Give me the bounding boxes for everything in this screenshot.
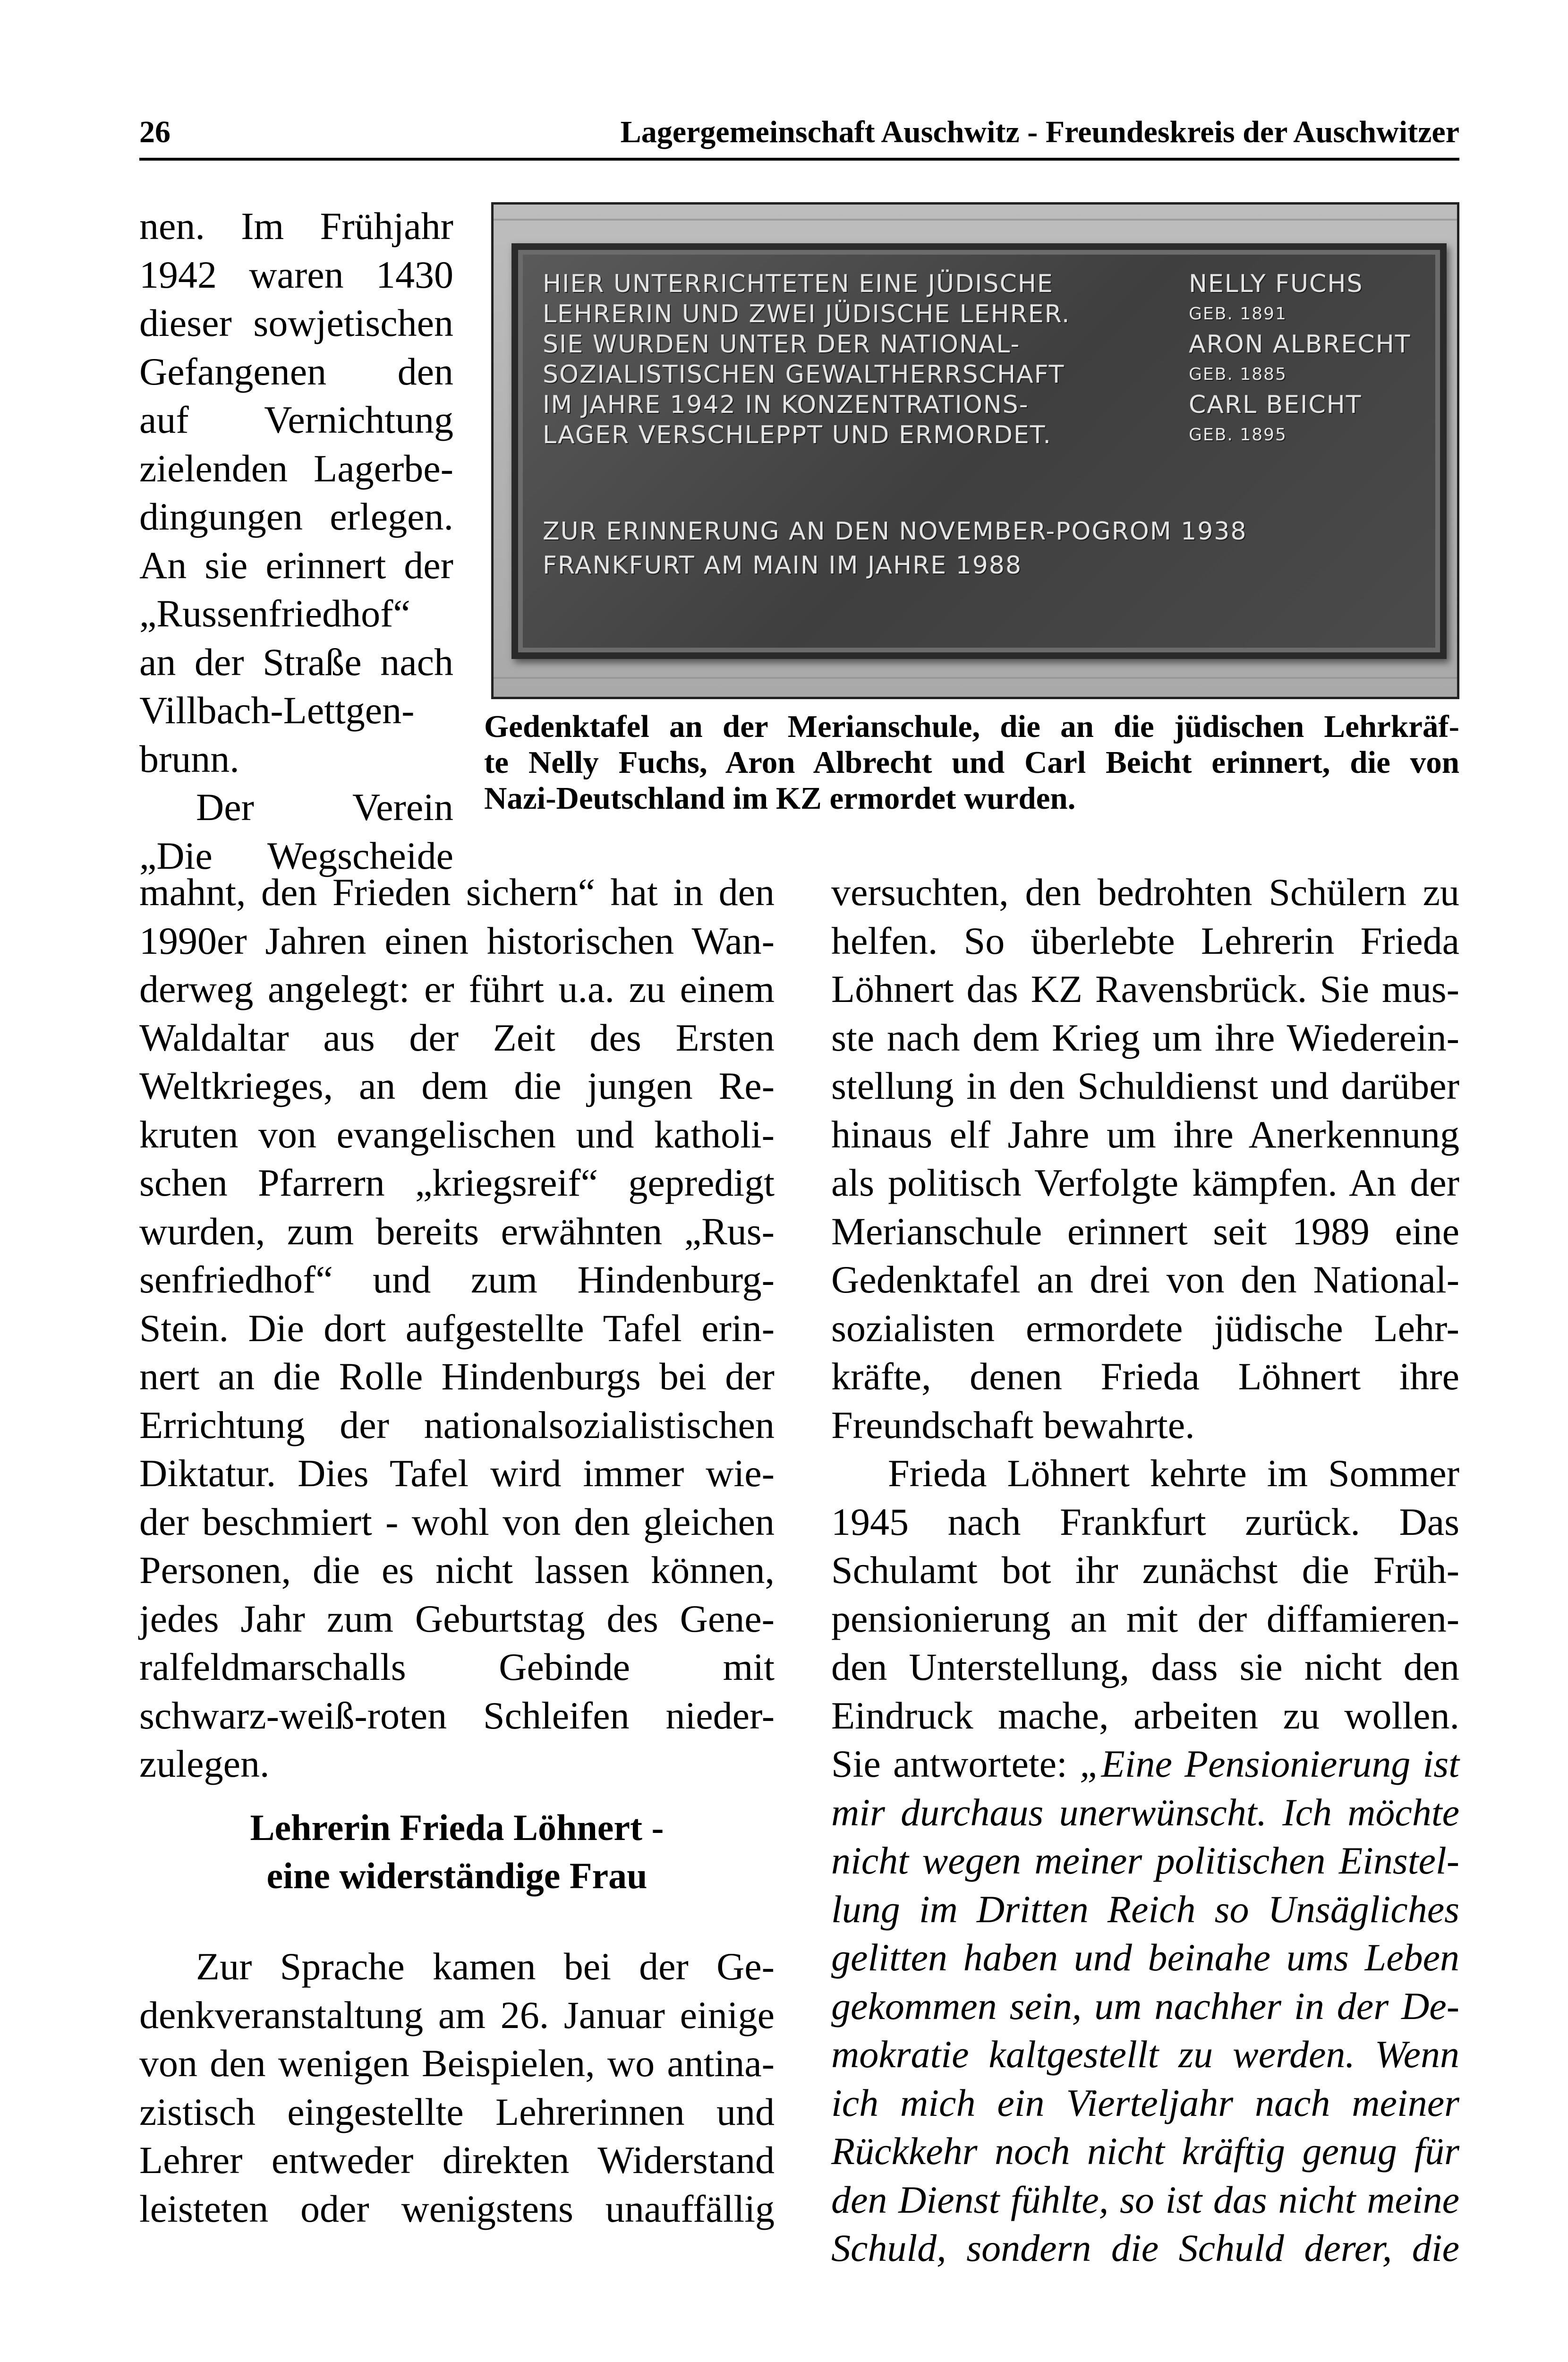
text-line: Gedenktafel an drei von den National- (831, 1258, 1459, 1301)
text-line: Weltkrieges, an dem die jungen Re- (139, 1064, 775, 1107)
header-rule (139, 158, 1459, 161)
plaque-line: LEHRERIN UND ZWEI JÜDISCHE LEHRER. (543, 300, 1071, 328)
caption-line: Gedenktafel an der Merianschule, die an die jüdischen Lehrkräf- (484, 709, 1459, 744)
quote-line: Schuld, sondern die Schuld derer, die (831, 2226, 1459, 2269)
text-line: an der Straße nach (139, 640, 453, 684)
text-line: der beschmiert - wohl von den gleichen (139, 1500, 775, 1543)
running-head (139, 109, 1459, 156)
text-line: Waldaltar aus der Zeit des Ersten (139, 1016, 775, 1059)
text-line: Freundschaft bewahrte. (831, 1403, 1195, 1446)
text-line: „Russenfriedhof“ (139, 592, 410, 635)
text-line: Diktatur. Dies Tafel wird immer wie- (139, 1452, 775, 1495)
text-line: Personen, die es nicht lassen können, (139, 1549, 775, 1592)
journal-title: Lagergemeinschaft Auschwitz - Freundeskreis der Auschwitzer (620, 115, 1459, 149)
quote-line: den Dienst fühlte, so ist das nicht meine (831, 2178, 1459, 2221)
plaque-line: FRANKFURT AM MAIN IM JAHRE 1988 (543, 551, 1022, 580)
text-line: Lehrer entweder direkten Widerstand (139, 2139, 775, 2182)
text-line: mahnt, den Frieden sichern“ hat in den (139, 871, 775, 914)
text-line: Löhnert das KZ Ravensbrück. Sie mus- (831, 967, 1459, 1010)
quote-line: mir durchaus unerwünscht. Ich möchte (831, 1790, 1459, 1834)
text-line: Schulamt bot ihr zunächst die Früh- (831, 1549, 1459, 1592)
plaque-line: SOZIALISTISCHEN GEWALTHERRSCHAFT (543, 360, 1065, 389)
plaque-birth-year: GEB. 1885 (1189, 365, 1287, 384)
text-line: jedes Jahr zum Geburtstag des Gene- (139, 1597, 775, 1640)
text-line: „Die Wegscheide (139, 834, 453, 877)
plaque-line: LAGER VERSCHLEPPT UND ERMORDET. (543, 421, 1052, 449)
section-heading-line: Lehrerin Frieda Löhnert - (250, 1807, 664, 1848)
text-line: leisteten oder wenigstens unauffällig (139, 2187, 775, 2230)
text-line: den Unterstellung, dass sie nicht den (831, 1645, 1459, 1688)
text-line: denkveranstaltung am 26. Januar einige (139, 1993, 775, 2037)
quote-line: lung im Dritten Reich so Unsägliches (831, 1887, 1459, 1931)
text-line: zulegen. (139, 1742, 270, 1785)
plaque-photo (491, 202, 1459, 699)
section-heading (139, 1804, 775, 1900)
text-line: von den wenigen Beispielen, wo antina- (139, 2042, 775, 2085)
text-line: Errichtung der nationalsozialistischen (139, 1403, 775, 1446)
text-line: derweg angelegt: er führt u.a. zu einem (139, 967, 775, 1010)
caption-line: te Nelly Fuchs, Aron Albrecht und Carl Beicht erinnert, die von (484, 745, 1459, 780)
text-line: auf Vernichtung (139, 398, 453, 441)
photo-caption (484, 709, 1459, 816)
text-line: hinaus elf Jahre um ihre Anerkennung (831, 1113, 1459, 1156)
lower-left-column (139, 1943, 775, 2233)
text-line: Frieda Löhnert kehrte im Sommer (888, 1452, 1459, 1495)
quote-line: Rückkehr noch nicht kräftig genug für (831, 2130, 1459, 2173)
text-line (831, 1740, 1459, 1789)
plaque-name: ARON ALBRECHT (1189, 330, 1411, 359)
text-line: schwarz-weiß-roten Schleifen nieder- (139, 1694, 775, 1737)
text-line: 1945 nach Frankfurt zurück. Das (831, 1500, 1459, 1543)
text-line: Villbach-Lettgen- (139, 689, 415, 732)
text-line: versuchten, den bedrohten Schülern zu (831, 871, 1459, 914)
text-line: ralfeldmarschalls Gebinde mit (139, 1645, 775, 1688)
plaque-birth-year: GEB. 1895 (1189, 425, 1287, 445)
text-line: Der Verein (196, 786, 453, 829)
text-line: dingungen erlegen. (139, 495, 453, 538)
text-line: helfen. So überlebte Lehrerin Frieda (831, 919, 1459, 962)
text-line: brunn. (139, 737, 239, 780)
text-line: senfriedhof“ und zum Hindenburg- (139, 1258, 775, 1301)
plaque-line: HIER UNTERRICHTETEN EINE JÜDISCHE (543, 270, 1054, 298)
text-line: dieser sowjetischen (139, 301, 453, 344)
plaque-name: NELLY FUCHS (1189, 270, 1363, 298)
memorial-plaque (511, 243, 1447, 659)
plaque-line: SIE WURDEN UNTER DER NATIONAL- (543, 330, 1021, 359)
text-line: nen. Im Frühjahr (139, 205, 453, 248)
section-heading-line: eine widerständige Frau (266, 1855, 648, 1896)
text-line: Eindruck mache, arbeiten zu wollen. (831, 1694, 1459, 1737)
text-line: stellung in den Schuldienst und darüber (831, 1064, 1459, 1107)
text-span: Sie antwortete: (831, 1742, 1080, 1785)
quote-span: „Eine Pensionierung ist (1080, 1742, 1459, 1785)
page-number: 26 (139, 115, 170, 149)
text-line: Gefangenen den (139, 350, 453, 393)
plaque-line: IM JAHRE 1942 IN KONZENTRATIONS- (543, 391, 1029, 419)
text-line: als politisch Verfolgte kämpfen. An der (831, 1161, 1459, 1204)
text-line: zielenden Lagerbe- (139, 446, 453, 490)
left-column (139, 868, 775, 1789)
plaque-inscription (543, 269, 1070, 450)
text-line: schen Pfarrern „kriegsreif“ gepredigt (139, 1161, 775, 1204)
quote-line: mokratie kaltgestellt zu werden. Wenn (831, 2033, 1459, 2076)
quote-line: gekommen sein, um nachher in der De- (831, 1984, 1459, 2028)
text-line: sozialisten ermordete jüdische Lehr- (831, 1306, 1459, 1350)
text-line: kräfte, denen Frieda Löhnert ihre (831, 1355, 1459, 1398)
text-line: An sie erinnert der (139, 543, 453, 587)
plaque-footer (543, 514, 1247, 582)
text-line: ste nach dem Krieg um ihre Wiederein- (831, 1016, 1459, 1059)
text-line: kruten von evangelischen und katholi- (139, 1113, 775, 1156)
text-line: Stein. Die dort aufgestellte Tafel erin- (139, 1306, 775, 1350)
text-line: 1990er Jahren einen historischen Wan- (139, 919, 775, 962)
plaque-line: ZUR ERINNERUNG AN DEN NOVEMBER-POGROM 1938 (543, 517, 1247, 546)
wrap-column (139, 202, 453, 880)
right-column (831, 868, 1459, 2273)
quote-line: ich mich ein Vierteljahr nach meiner (831, 2081, 1459, 2124)
quote-line: nicht wegen meiner politischen Einstel- (831, 1839, 1459, 1882)
text-line: Merianschule erinnert seit 1989 eine (831, 1209, 1459, 1253)
text-line: 1942 waren 1430 (139, 253, 453, 296)
text-line: nert an die Rolle Hindenburgs bei der (139, 1355, 775, 1398)
text-line: Zur Sprache kamen bei der Ge- (196, 1945, 775, 1988)
plaque-birth-year: GEB. 1891 (1189, 304, 1287, 324)
quote-line: gelitten haben und beinahe ums Leben (831, 1936, 1459, 1979)
text-line: pensionierung an mit der diffamieren- (831, 1597, 1459, 1640)
plaque-name: CARL BEICHT (1189, 391, 1362, 419)
caption-line: Nazi-Deutschland im KZ ermordet wurden. (484, 781, 1076, 816)
plaque-names (1189, 269, 1411, 450)
text-line: wurden, zum bereits erwähnten „Rus- (139, 1209, 775, 1253)
text-line: zistisch eingestellte Lehrerinnen und (139, 2090, 775, 2133)
